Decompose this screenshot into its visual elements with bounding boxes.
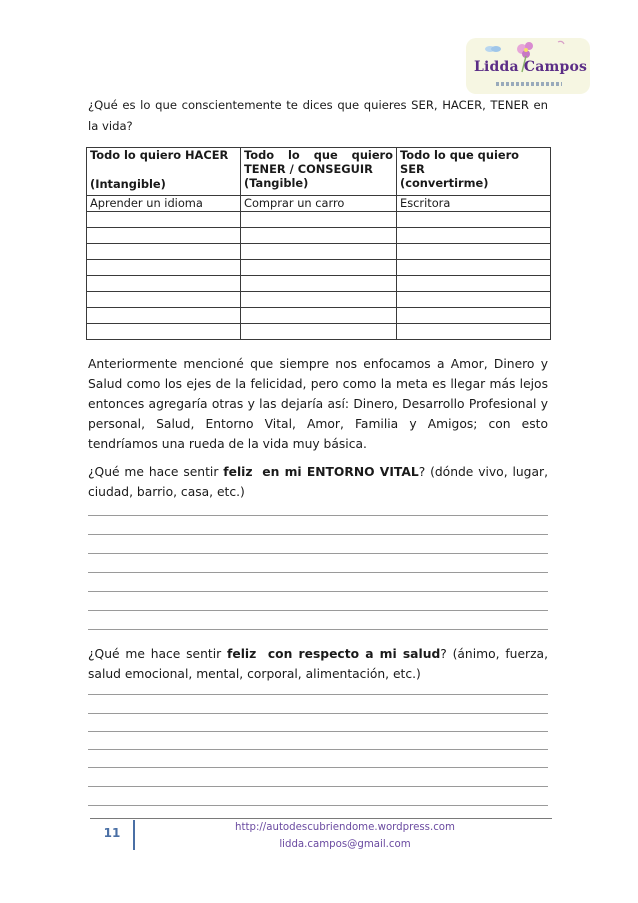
table-cell: Comprar un carro [241,196,397,212]
table-cell[interactable] [241,276,397,292]
table-row [87,228,551,244]
header-ser: Todo lo que quiero SER (convertirme) [397,148,551,196]
logo-tagline-mark [496,82,562,86]
table-cell[interactable] [397,228,551,244]
table-cell[interactable] [87,308,241,324]
footer-email-link[interactable]: lidda.campos@gmail.com [279,839,411,850]
answer-line[interactable] [88,805,548,806]
question-salud: ¿Qué me hace sentir feliz con respecto a mi salud? (ánimo, fuerza, salud emocional, mental, corporal, alimentación, etc.) [88,647,548,681]
table-cell[interactable] [87,212,241,228]
table-cell[interactable] [87,276,241,292]
table-row [87,308,551,324]
answer-line[interactable] [88,591,548,592]
table-cell[interactable] [241,228,397,244]
answer-line[interactable] [88,572,548,573]
table-cell[interactable] [241,244,397,260]
table-cell[interactable] [87,228,241,244]
table-cell[interactable] [397,324,551,340]
table-row [87,212,551,228]
answer-line[interactable] [88,629,548,630]
table-cell[interactable] [397,212,551,228]
question-entorno-vital: ¿Qué me hace sentir feliz en mi ENTORNO VITAL? (dónde vivo, lugar, ciudad, barrio, casa, etc.) [88,465,548,499]
table-cell[interactable] [241,212,397,228]
answer-line[interactable] [88,731,548,732]
table-cell[interactable] [87,260,241,276]
page-number: 11 [103,826,121,840]
answer-line[interactable] [88,749,548,750]
answer-line[interactable] [88,786,548,787]
table-row [87,196,551,212]
table-cell: Escritora [397,196,551,212]
table-row [87,292,551,308]
table-cell[interactable] [241,292,397,308]
table-cell[interactable] [241,324,397,340]
header-tener: Todo lo que quiero TENER / CONSEGUIR (Tangible) [241,148,397,196]
table-cell[interactable] [87,292,241,308]
answer-line[interactable] [88,515,548,516]
table-cell[interactable] [397,292,551,308]
answer-line[interactable] [88,694,548,695]
table-cell[interactable] [397,244,551,260]
answer-line[interactable] [88,767,548,768]
table-row [87,244,551,260]
table-row [87,260,551,276]
answer-line[interactable] [88,713,548,714]
table-cell[interactable] [397,308,551,324]
question-ser-hacer-tener: ¿Qué es lo que conscientemente te dices que quieres SER, HACER, TENER en la vida? [88,98,548,133]
answer-line[interactable] [88,553,548,554]
table-cell[interactable] [87,324,241,340]
table-cell[interactable] [397,276,551,292]
answer-line[interactable] [88,610,548,611]
footer-rule [90,818,552,819]
table-cell[interactable] [241,260,397,276]
logo [466,38,590,94]
table-cell: Aprender un idioma [87,196,241,212]
table-cell[interactable] [397,260,551,276]
table-cell[interactable] [87,244,241,260]
logo-text: Lidda Campos [474,59,588,75]
header-hacer: Todo lo quiero HACER (Intangible) [87,148,241,196]
table-row [87,276,551,292]
body-paragraph: Anteriormente mencioné que siempre nos enfocamos a Amor, Dinero y Salud como los ejes de la felicidad, pero como la meta es llegar más lejos entonces agregaría otras y las dejaría así: Dinero, Desarrollo Profesional y personal, Salud, Entorno Vital, Amor, Familia y Amigos; con esto tendríamos una rueda de la vida muy básica. [88,357,548,451]
answer-line[interactable] [88,534,548,535]
footer-url-link[interactable]: http://autodescubriendome.wordpress.com [235,822,455,833]
table-cell[interactable] [241,308,397,324]
table-row [87,324,551,340]
table-header-row [87,148,551,196]
page-number-divider [133,820,135,850]
goals-table [86,147,551,340]
